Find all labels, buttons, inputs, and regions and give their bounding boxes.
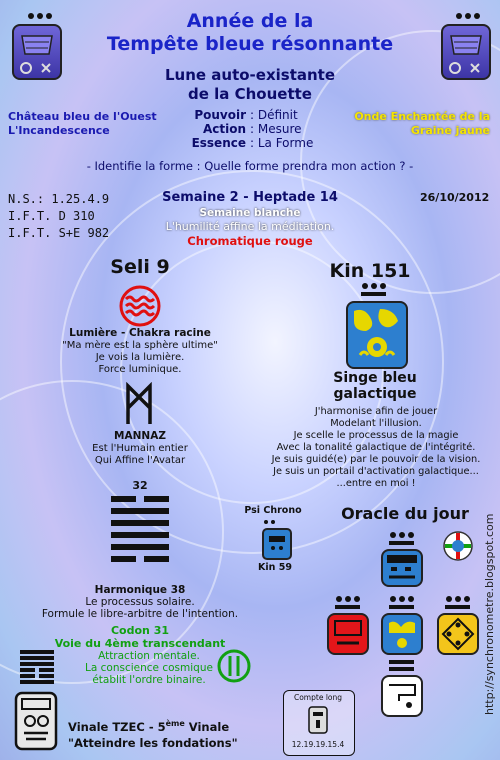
- vinal-line2: "Atteindre les fondations": [68, 736, 238, 750]
- affirmation-line: Modelant l'illusion.: [330, 418, 422, 429]
- monkey-glyph-icon: [346, 301, 408, 369]
- codon-subtitle: Voie du 4ème transcendant: [54, 637, 226, 650]
- analog-bar: [445, 605, 470, 609]
- vinal-ordinal: ème: [165, 719, 185, 728]
- essence-value: : La Forme: [250, 136, 314, 150]
- wave-line2: Graine jaune: [410, 124, 490, 137]
- codon-hexagram-icon: [20, 650, 54, 688]
- storm-dots-right: [456, 13, 480, 19]
- psi-dots: [264, 520, 275, 524]
- chromatic: Chromatique rouge: [187, 234, 313, 248]
- long-count-glyph-icon: [308, 706, 328, 738]
- storm-glyph-left-icon: [12, 24, 62, 80]
- occult-bar-2: [389, 667, 414, 671]
- storm-dots-left: [28, 13, 52, 19]
- affirmation-line: Je suis un portail d'activation galactique...: [273, 466, 479, 477]
- ift-d: I.F.T. D 310: [8, 209, 95, 223]
- essence-label: Essence: [191, 136, 246, 150]
- kin-name-line2: galactique: [333, 386, 417, 402]
- affirmation-line: J'harmonise afin de jouer: [314, 406, 438, 417]
- codon-circle-icon: [216, 648, 252, 688]
- hidden-power-icon: [442, 530, 474, 566]
- codon-title: Codon 31: [110, 624, 170, 637]
- action-label: Action: [202, 122, 246, 136]
- antipode-dots: [336, 596, 360, 602]
- antipode-glyph-icon: [327, 613, 369, 655]
- affirmation-line: Je scelle le processus de la magie: [293, 430, 459, 441]
- castle-line1: Château bleu de l'Ouest: [8, 110, 157, 123]
- vinal-line1: [68, 719, 229, 734]
- affirmation-line: Je suis guidé(e) par le pouvoir de la vision.: [271, 454, 481, 465]
- rune-name: MANNAZ: [114, 430, 166, 442]
- pouvoir-value: : Définit: [250, 108, 298, 122]
- wave-line1: Onde Enchantée de la: [354, 110, 490, 123]
- destiny-dots: [390, 596, 414, 602]
- harmonic-title: Harmonique 38: [94, 584, 186, 596]
- week-heptad: Semaine 2 - Heptade 14: [162, 190, 338, 205]
- kin-title: Kin 151: [329, 260, 411, 282]
- mannaz-rune-icon: [124, 382, 154, 430]
- seli-line1: "Ma mère est la sphère ultime": [62, 340, 218, 351]
- guide-bar: [389, 541, 414, 545]
- ns-date: N.S.: 1.25.4.9: [8, 192, 110, 206]
- seli-line3: Force luminique.: [98, 364, 182, 375]
- affirmation-line: Avec la tonalité galactique de l'intégrité.: [276, 442, 476, 453]
- storm-glyph-right-icon: [441, 24, 491, 80]
- plasma-title: Seli 9: [110, 256, 170, 278]
- seli-plasma-icon: [118, 284, 162, 332]
- destiny-glyph-icon: [381, 613, 423, 655]
- psi-title: Psi Chrono: [244, 505, 302, 516]
- seli-line2: Je vois la lumière.: [95, 352, 185, 363]
- psi-glyph-icon: [262, 528, 292, 560]
- antipode-bar: [335, 605, 360, 609]
- oracle-title: Oracle du jour: [341, 504, 469, 523]
- intention-question: - Identifie la forme : Quelle forme prendra mon action ? -: [86, 159, 414, 173]
- castle-line2: L'Incandescence: [8, 124, 110, 137]
- psi-kin: Kin 59: [258, 562, 292, 573]
- long-count-value: 12.19.19.15.4: [291, 740, 345, 749]
- rune-line2: Qui Affine l'Avatar: [94, 455, 186, 466]
- kin-affirmation: [258, 406, 494, 490]
- site-url[interactable]: http://synchronometre.blogspot.com: [483, 513, 496, 715]
- long-count-label: Compte long: [293, 693, 343, 702]
- codon-line2: La conscience cosmique: [85, 662, 213, 674]
- vinal-line1-text: Vinale TZEC - 5: [68, 719, 166, 734]
- occult-glyph-icon: [381, 675, 423, 717]
- guide-dots: [390, 532, 414, 538]
- ift-se: I.F.T. S+E 982: [8, 226, 110, 240]
- kin-name-line1: Singe bleu: [333, 370, 417, 386]
- kin-tone-dots: [362, 283, 386, 289]
- codon-line1: Attraction mentale.: [98, 650, 200, 662]
- year-title-line2: Tempête bleue résonnante: [106, 33, 394, 55]
- vinal-line1-suffix: Vinale: [184, 719, 230, 734]
- vinal-glyph-icon: [14, 691, 58, 755]
- rune-line1: Est l'Humain entier: [92, 443, 188, 454]
- year-title-line1: Année de la: [186, 10, 314, 32]
- gregorian-date: 26/10/2012: [420, 191, 490, 204]
- action-value: : Mesure: [250, 122, 302, 136]
- analog-dots: [446, 596, 470, 602]
- kin-tone-bar: [361, 292, 386, 296]
- affirmation-line: ...entre en moi !: [336, 478, 416, 489]
- chakra-label: Lumière - Chakra racine: [69, 327, 211, 339]
- harmonic-line1: Le processus solaire.: [85, 596, 195, 608]
- harmonic-line2: Formule le libre-arbitre de l'intention.: [41, 608, 239, 620]
- analog-glyph-icon: [437, 613, 479, 655]
- guide-glyph-icon: [381, 549, 423, 587]
- moon-title-line1: Lune auto-existante: [164, 66, 336, 84]
- destiny-bar: [389, 605, 414, 609]
- occult-bar-1: [389, 660, 414, 664]
- codon-line3: établit l'ordre binaire.: [92, 674, 206, 686]
- hexagram-number: 32: [132, 479, 148, 492]
- week-color: Semaine blanche: [199, 207, 301, 219]
- week-motto: L'humilité affine la méditation.: [165, 220, 335, 233]
- moon-title-line2: de la Chouette: [188, 85, 312, 103]
- pouvoir-label: Pouvoir: [194, 108, 246, 122]
- hexagram-icon: [111, 496, 169, 568]
